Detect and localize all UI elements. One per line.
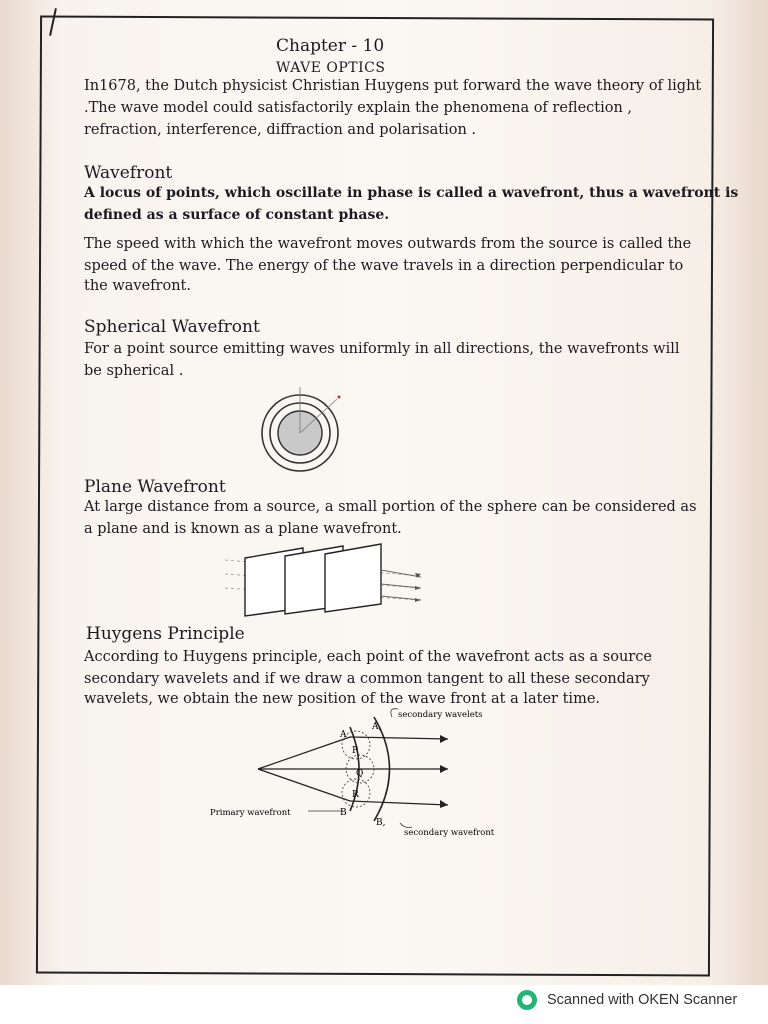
wavefront-definition: defined as a surface of constant phase. (84, 207, 390, 223)
spherical-heading: Spherical Wavefront (84, 317, 260, 337)
wavefront-heading: Wavefront (84, 163, 173, 183)
spherical-line: be spherical . (84, 363, 184, 379)
huygens-principle-diagram (200, 705, 530, 845)
huygens-line: According to Huygens principle, each point of the wavefront acts as a source (84, 649, 652, 665)
wavefront-speed-line: The speed with which the wavefront moves outwards from the source is called the (84, 236, 692, 252)
scanner-watermark (517, 990, 737, 1010)
huygens-line: wavelets, we obtain the new position of the wave front at a later time. (84, 691, 601, 707)
spherical-line: For a point source emitting waves uniformly in all directions, the wavefronts will (84, 341, 680, 357)
spherical-wavefront-diagram (255, 385, 345, 485)
point-Q-label: Q (356, 769, 364, 779)
chapter-title: Chapter - 10 (276, 36, 385, 56)
wavefront-definition: A locus of points, which oscillate in phase is called a wavefront, thus a wavefront is (84, 185, 739, 201)
point-B-label: B (340, 808, 347, 818)
plane-line: At large distance from a source, a small portion of the sphere can be considered as (84, 499, 697, 515)
secondary-wavefront-label: secondary wavefront (404, 828, 495, 838)
plane-line: a plane and is known as a plane wavefront. (84, 521, 402, 537)
primary-wavefront-label: Primary wavefront (210, 808, 291, 818)
secondary-wavelets-label: secondary wavelets (398, 710, 483, 720)
point-R-label: R (352, 790, 359, 800)
plane-wavefront-diagram (225, 540, 435, 620)
point-B1-label: B, (376, 818, 386, 828)
wavefront-speed-line: speed of the wave. The energy of the wave travels in a direction perpendicular to (84, 258, 684, 274)
plane-heading: Plane Wavefront (84, 477, 226, 497)
wavefront-speed-line: the wavefront. (84, 278, 191, 294)
chapter-subject: WAVE OPTICS (276, 60, 386, 76)
intro-line: In1678, the Dutch physicist Christian Huygens put forward the wave theory of light (84, 78, 702, 94)
point-A-label: A (340, 730, 347, 740)
scanner-text: Scanned with OKEN Scanner (547, 992, 738, 1008)
intro-line: refraction, interference, diffraction and polarisation . (84, 122, 476, 138)
intro-line: .The wave model could satisfactorily explain the phenomena of reflection , (84, 100, 633, 116)
huygens-heading: Huygens Principle (86, 624, 245, 644)
huygens-line: secondary wavelets and if we draw a common tangent to all these secondary (84, 671, 650, 687)
point-P-label: P (352, 746, 359, 756)
oken-logo-icon (517, 990, 537, 1010)
point-A1-label: A, (372, 722, 382, 732)
